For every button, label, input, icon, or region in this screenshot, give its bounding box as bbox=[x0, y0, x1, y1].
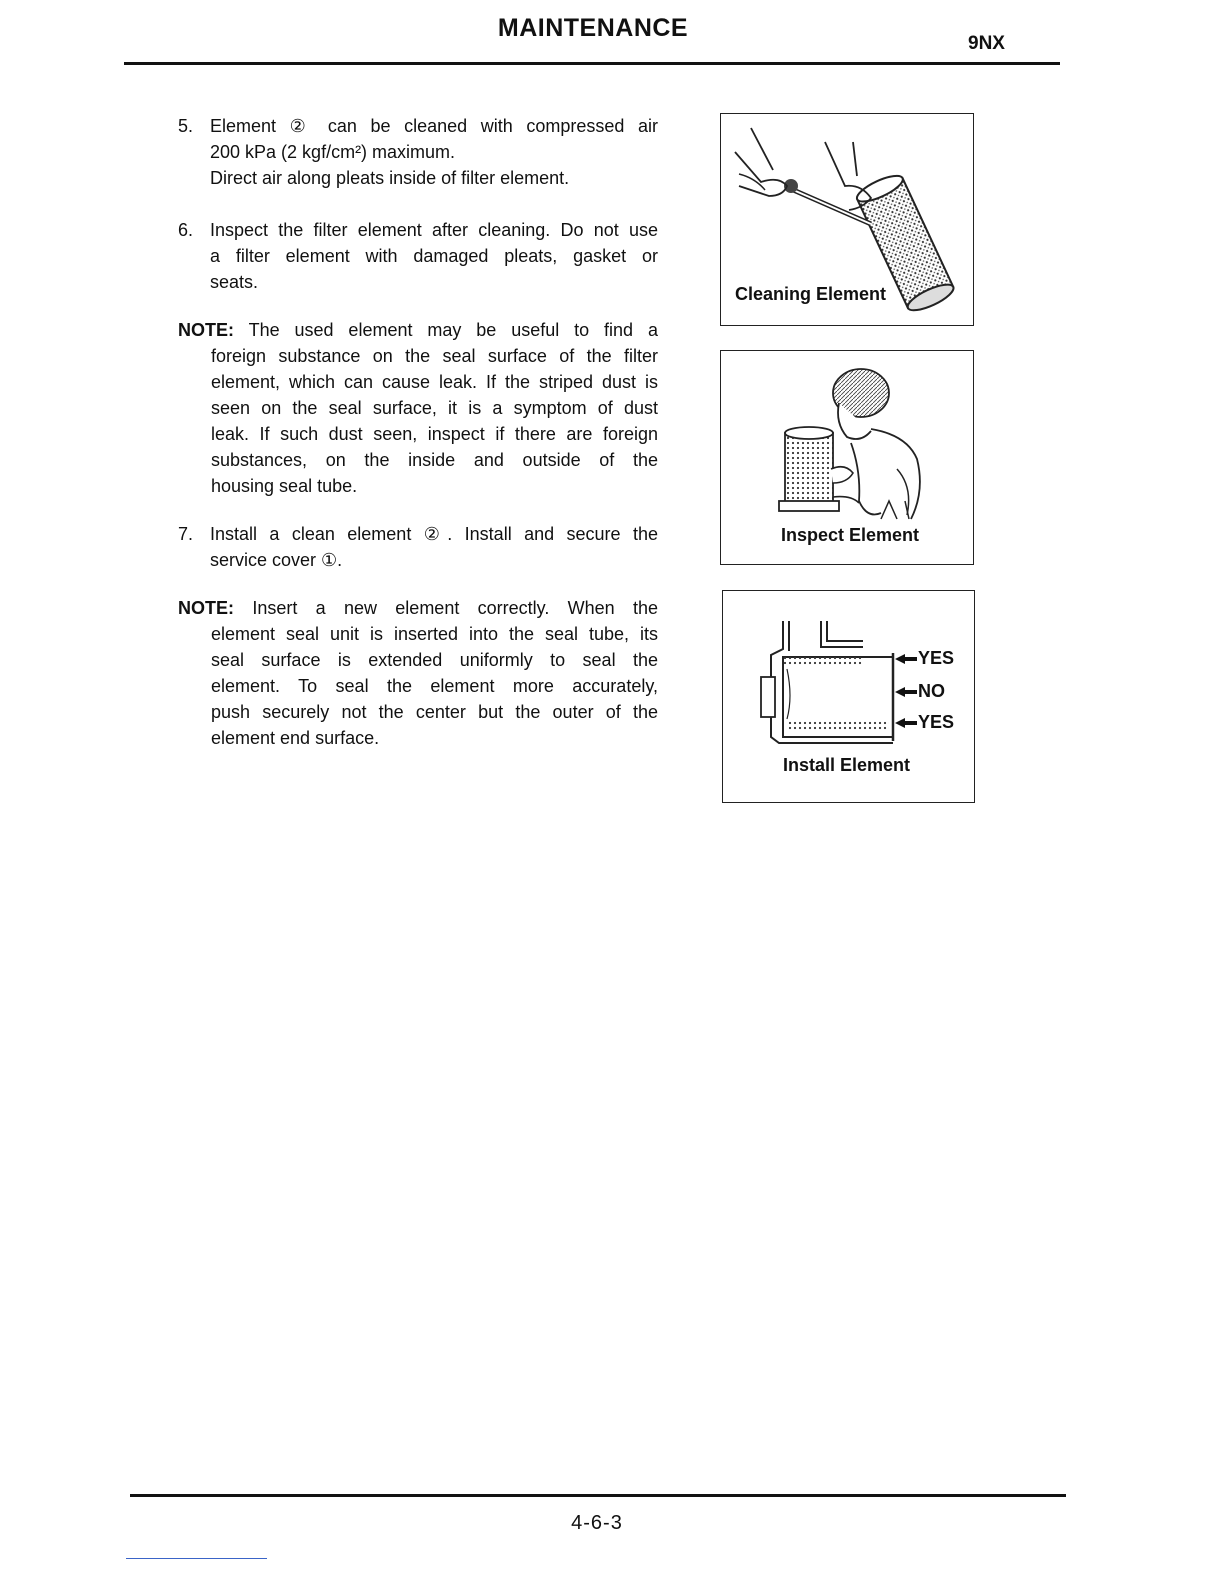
step-line: 200 kPa (2 kgf/cm²) maximum. bbox=[210, 142, 456, 162]
note-line: foreign substance on the seal surface of the filter bbox=[211, 346, 658, 366]
step-number: 7. bbox=[178, 524, 194, 544]
note-line: The used element may be useful to find a bbox=[248, 320, 658, 340]
instructions-column bbox=[178, 113, 658, 773]
note-line: element. To seal the element more accurately, bbox=[211, 676, 658, 696]
step-line: Element ② can be cleaned with compressed air bbox=[210, 116, 658, 136]
note-line: seal surface is extended uniformly to seal the bbox=[211, 650, 658, 670]
header-rule bbox=[124, 62, 1060, 65]
note-line: seen on the seal surface, it is a symptom of dust bbox=[211, 398, 658, 418]
note-label: NOTE: bbox=[178, 320, 234, 340]
page-title: MAINTENANCE bbox=[497, 14, 689, 42]
step-line: Direct air along pleats inside of filter element. bbox=[210, 168, 570, 188]
note-line: Insert a new element correctly. When the bbox=[252, 598, 658, 618]
install-label-yes-top: YES bbox=[918, 648, 955, 668]
note-1 bbox=[178, 317, 658, 499]
link-underline bbox=[126, 1558, 267, 1559]
note-line: leak. If such dust seen, inspect if there are foreign bbox=[211, 424, 658, 444]
step-number: 5. bbox=[178, 116, 194, 136]
note-line: push securely not the center but the outer of the bbox=[211, 702, 658, 722]
step-7 bbox=[178, 521, 658, 573]
step-5 bbox=[178, 113, 658, 191]
step-6 bbox=[178, 217, 658, 295]
step-line: Inspect the filter element after cleaning. Do not use bbox=[210, 220, 658, 240]
step-line: service cover ①. bbox=[210, 550, 343, 570]
note-line: element seal unit is inserted into the seal tube, its bbox=[211, 624, 658, 644]
step-line: seats. bbox=[210, 272, 259, 292]
note-line: element end surface. bbox=[211, 728, 380, 748]
page-number: 4-6-3 bbox=[571, 1512, 623, 1534]
install-element-figure bbox=[722, 590, 975, 803]
note-label: NOTE: bbox=[178, 598, 234, 618]
install-label-yes-bottom: YES bbox=[918, 712, 955, 732]
note-line: housing seal tube. bbox=[211, 476, 358, 496]
note-2 bbox=[178, 595, 658, 751]
figure-caption: Cleaning Element bbox=[735, 284, 887, 304]
step-number: 6. bbox=[178, 220, 194, 240]
note-first-line bbox=[178, 317, 658, 343]
note-line: element, which can cause leak. If the striped dust is bbox=[211, 372, 658, 392]
figure-caption: Install Element bbox=[783, 755, 911, 775]
model-code: 9NX bbox=[968, 33, 1005, 54]
arrow-icon bbox=[895, 654, 917, 728]
cleaning-element-figure bbox=[720, 113, 974, 326]
step-line: Install a clean element ②. Install and secure the bbox=[210, 524, 658, 544]
step-line: a filter element with damaged pleats, gasket or bbox=[210, 246, 658, 266]
note-first-line bbox=[178, 595, 658, 621]
inspect-element-figure bbox=[720, 350, 974, 565]
install-label-no: NO bbox=[918, 681, 945, 701]
footer-rule bbox=[130, 1494, 1066, 1497]
figure-caption: Inspect Element bbox=[781, 525, 920, 545]
note-line: substances, on the inside and outside of the bbox=[211, 450, 658, 470]
